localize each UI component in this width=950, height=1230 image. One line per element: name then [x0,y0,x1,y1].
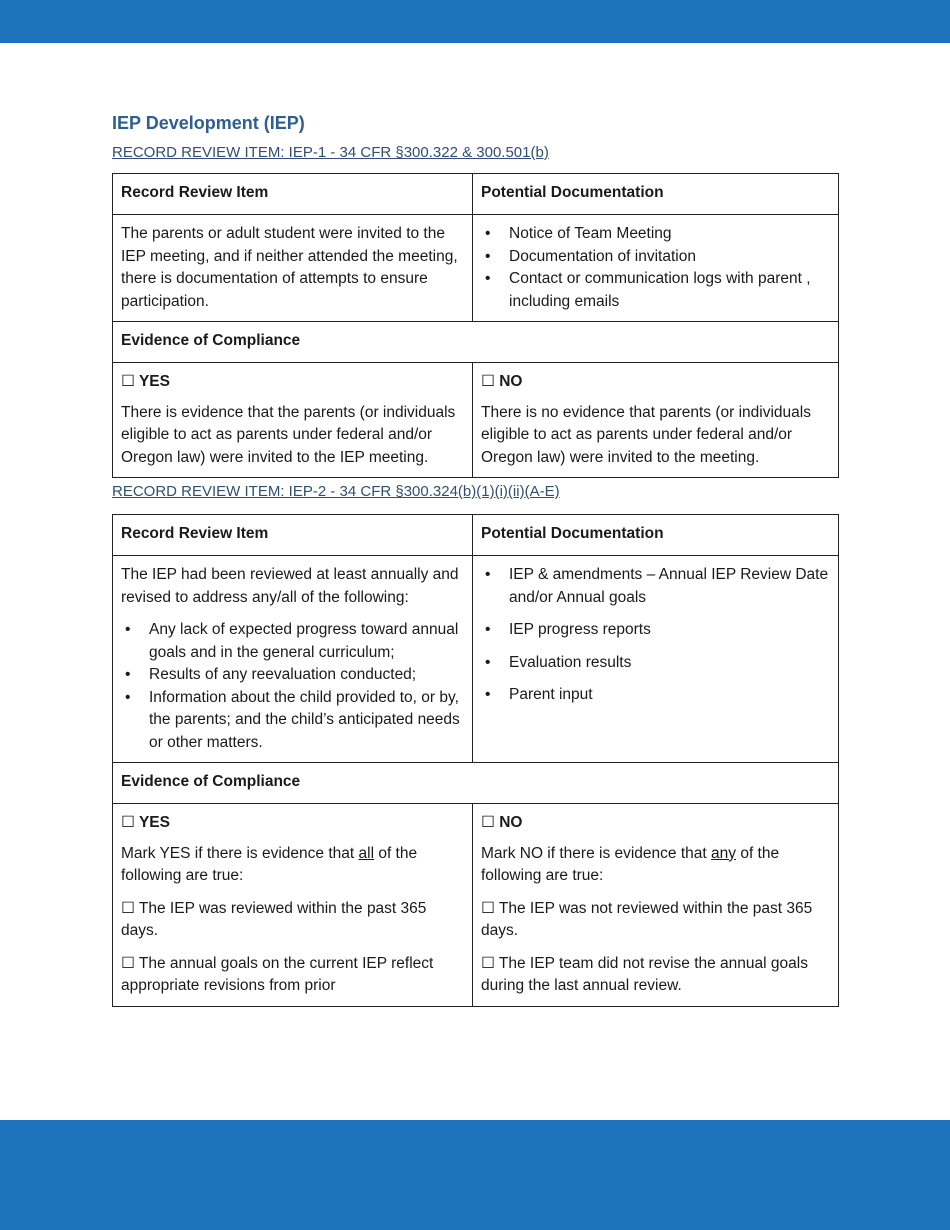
table-row [113,804,839,1007]
checkbox-icon[interactable]: ☐ [121,373,135,390]
yes-cell [113,363,473,478]
header-band [0,0,950,43]
yes-description: There is evidence that the parents (or individuals eligible to act as parents under federal and/or Oregon law) were invited to the IEP meeting. [121,403,456,466]
yes-option[interactable] [121,812,464,835]
no-label: NO [499,814,523,831]
evidence-header: Evidence of Compliance [113,763,839,804]
documentation-list [481,564,830,707]
list-item: • Contact or communication logs with parent , including emails [509,268,830,313]
evidence-header: Evidence of Compliance [113,322,839,363]
potential-documentation-cell [473,556,839,763]
checkbox-icon[interactable]: ☐ [481,814,495,831]
evidence-header-row [113,763,839,804]
yes-checklist-item[interactable]: ☐ The annual goals on the current IEP reflect appropriate revisions from prior [121,954,434,994]
record-review-link-iep-2[interactable]: RECORD REVIEW ITEM: IEP-2 - 34 CFR §300.324(b)(1)(i)(ii)(A-E) [112,483,560,500]
document-body [112,113,838,1007]
yes-intro-text-end: of the following are true: [121,844,418,884]
review-table-iep-2 [112,514,839,1007]
yes-instructions [121,843,464,888]
yes-option[interactable] [121,371,464,394]
record-review-item-cell [113,556,473,763]
no-intro-emphasis: any [711,844,737,862]
column-header: Potential Documentation [473,515,839,556]
list-item: • Notice of Team Meeting [509,223,830,246]
review-table-iep-1 [112,173,839,478]
review-criteria-list [121,619,464,754]
footer-band [0,1120,950,1230]
list-item: • Information about the child provided to, or by, the parents; and the child’s anticipated needs or other matters. [149,687,464,755]
yes-label: YES [138,373,170,390]
no-intro-text: Mark NO if there is evidence that [481,844,712,862]
no-description: There is no evidence that parents (or individuals eligible to act as parents under federal and/or Oregon law) were invited to the meeting. [481,403,811,466]
list-item: • IEP progress reports [509,619,830,642]
yes-intro-text: Mark YES if there is evidence that [121,844,359,862]
documentation-list [481,223,830,313]
checkbox-icon[interactable]: ☐ [121,814,135,831]
table-header-row [113,174,839,215]
column-header: Record Review Item [113,515,473,556]
column-header: Record Review Item [113,174,473,215]
yes-cell [113,804,473,1007]
table-header-row [113,515,839,556]
list-item: • Parent input [509,684,830,707]
no-instructions [481,843,830,888]
record-review-link-iep-1[interactable]: RECORD REVIEW ITEM: IEP-1 - 34 CFR §300.322 & 300.501(b) [112,144,549,161]
table-row [113,215,839,322]
list-item: • Results of any reevaluation conducted; [149,664,464,687]
no-intro-text-end: of the following are true: [481,844,780,884]
record-review-item-text: The parents or adult student were invited to the IEP meeting, and if neither attended the meeting, there is documentation of attempts to ensure participation. [121,225,458,310]
evidence-header-row [113,322,839,363]
yes-label: YES [138,814,170,831]
table-row [113,363,839,478]
yes-intro-emphasis: all [358,844,375,862]
no-checklist-item[interactable]: ☐ The IEP team did not revise the annual goals during the last annual review. [481,954,808,994]
list-item: • Evaluation results [509,652,830,675]
table-row [113,556,839,763]
record-review-item-cell [113,215,473,322]
no-checklist-item[interactable]: ☐ The IEP was not reviewed within the past 365 days. [481,899,813,939]
list-item: • Any lack of expected progress toward annual goals and in the general curriculum; [149,619,464,664]
record-review-item-text: The IEP had been reviewed at least annually and revised to address any/all of the following: [121,566,459,606]
checkbox-icon[interactable]: ☐ [481,373,495,390]
potential-documentation-cell [473,215,839,322]
list-item: • Documentation of invitation [509,246,830,269]
section-title: IEP Development (IEP) [112,113,305,133]
no-option[interactable] [481,371,830,394]
no-cell [473,804,839,1007]
list-item: • IEP & amendments – Annual IEP Review Date and/or Annual goals [509,564,830,609]
no-cell [473,363,839,478]
yes-checklist-item[interactable]: ☐ The IEP was reviewed within the past 365 days. [121,899,427,939]
no-label: NO [499,373,523,390]
column-header: Potential Documentation [473,174,839,215]
no-option[interactable] [481,812,830,835]
